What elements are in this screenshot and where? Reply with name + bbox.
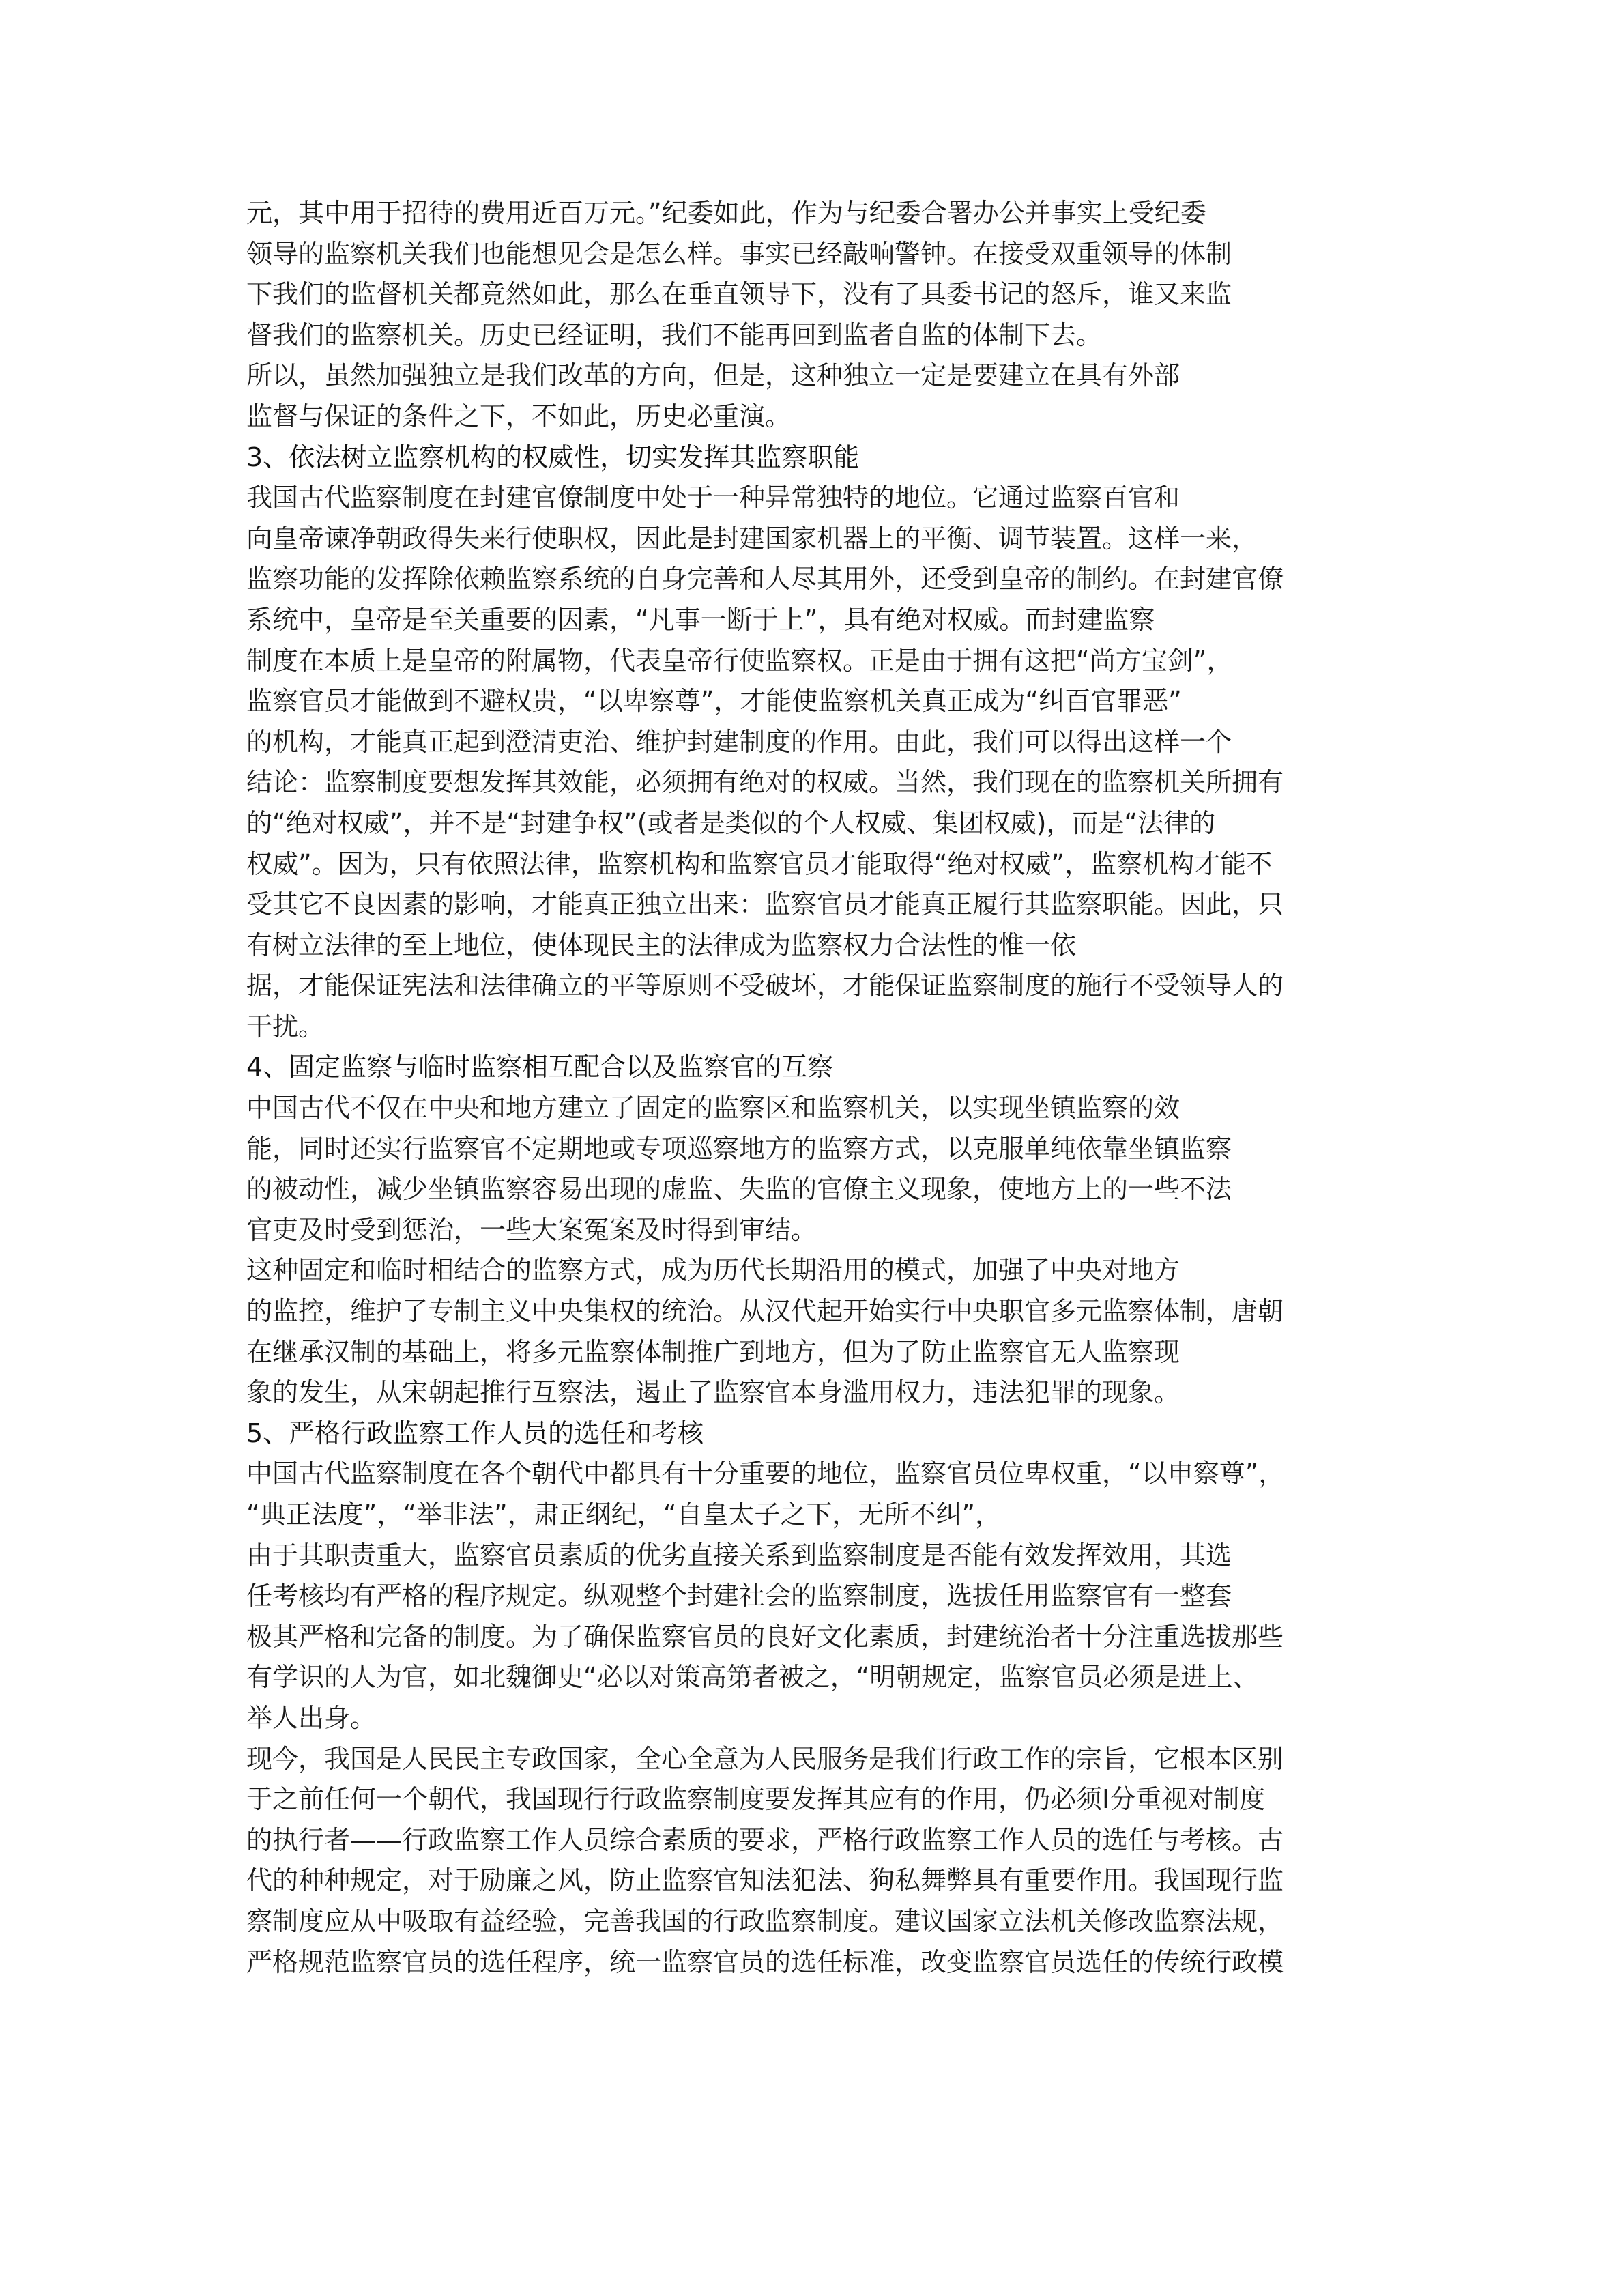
text-line: 所以，虽然加强独立是我们改革的方向，但是，这种独立一定是要建立在具有外部 [246,360,1180,391]
text-line: 有树立法律的至上地位，使体现民主的法律成为监察权力合法性的惟一依 [246,930,1077,960]
text-line: 由于其职责重大，监察官员素质的优劣直接关系到监察制度是否能有效发挥效用，其选 [246,1540,1232,1570]
text-line: 这种固定和临时相结合的监察方式，成为历代长期沿用的模式，加强了中央对地方 [246,1255,1180,1286]
text-line: 据，才能保证宪法和法律确立的平等原则不受破坏，才能保证监察制度的施行不受领导人的 [246,971,1284,1001]
text-line: 的监控，维护了专制主义中央集权的统治。从汉代起开始实行中央职官多元监察体制，唐朝 [246,1296,1284,1327]
text-line: 系统中，皇帝是至关重要的因素，“凡事一断于上”，具有绝对权威。而封建监察 [246,604,1155,635]
text-line: 现今，我国是人民民主专政国家，全心全意为人民服务是我们行政工作的宗旨，它根本区别 [246,1743,1284,1774]
text-line: 极其严格和完备的制度。为了确保监察官员的良好文化素质，封建统治者十分注重选拔那些 [246,1621,1284,1652]
text-line: 督我们的监察机关。历史已经证明，我们不能再回到监者自监的体制下去。 [246,319,1103,350]
text-line: 代的种种规定，对于励廉之风，防止监察官知法犯法、狗私舞弊具有重要作用。我国现行监 [246,1865,1284,1896]
text-line: 的被动性，减少坐镇监察容易出现的虚监、失监的官僚主义现象，使地方上的一些不法 [246,1174,1232,1205]
text-line: 权威”。因为，只有依照法律，监察机构和监察官员才能取得“绝对权威”，监察机构才能不 [246,848,1273,879]
text-line: 监察功能的发挥除依赖监察系统的自身完善和人尽其用外，还受到皇帝的制约。在封建官僚 [246,564,1284,594]
document-body [246,193,1393,1983]
text-line: 下我们的监督机关都竟然如此，那么在垂直领导下，没有了具委书记的怒斥，谁又来监 [246,279,1232,310]
text-line: 中国古代监察制度在各个朝代中都具有十分重要的地位，监察官员位卑权重，“以申察尊”， [246,1459,1285,1489]
text-line: 的执行者——行政监察工作人员综合素质的要求，严格行政监察工作人员的选任与考核。古 [246,1824,1284,1855]
text-line: 举人出身。 [246,1702,377,1733]
text-line: 干扰。 [246,1011,325,1042]
text-line: 于之前任何一个朝代，我国现行行政监察制度要发挥其应有的作用，仍必须I分重视对制度 [246,1784,1266,1815]
section-heading: 3、依法树立监察机构的权威性，切实发挥其监察职能 [246,442,860,472]
text-line: 领导的监察机关我们也能想见会是怎么样。事实已经敲响警钟。在接受双重领导的体制 [246,238,1232,269]
text-line: 严格规范监察官员的选任程序，统一监察官员的选任标准，改变监察官员选任的传统行政模 [246,1947,1284,1977]
text-line: 我国古代监察制度在封建官僚制度中处于一种异常独特的地位。它通过监察百官和 [246,483,1180,513]
text-line: 结论：监察制度要想发挥其效能，必须拥有绝对的权威。当然，我们现在的监察机关所拥有 [246,767,1284,798]
section-heading: 5、严格行政监察工作人员的选任和考核 [246,1418,704,1448]
text-line: 能，同时还实行监察官不定期地或专项巡察地方的监察方式，以克服单纯依靠坐镇监察 [246,1133,1232,1164]
text-line: 监察官员才能做到不避权贵，“以卑察尊”，才能使监察机关真正成为“纠百官罪恶” [246,686,1182,717]
text-line: 向皇帝谏净朝政得失来行使职权，因此是封建国家机器上的平衡、调节装置。这样一来， [246,523,1258,554]
text-line: “典正法度”，“举非法”，肃正纲纪，“自皇太子之下，无所不纠”， [246,1499,1002,1530]
text-line: 中国古代不仅在中央和地方建立了固定的监察区和监察机关，以实现坐镇监察的效 [246,1093,1180,1123]
text-line: 制度在本质上是皇帝的附属物，代表皇帝行使监察权。正是由于拥有这把“尚方宝剑”， [246,645,1233,676]
text-line: 象的发生，从宋朝起推行互察法，遏止了监察官本身滥用权力，违法犯罪的现象。 [246,1377,1180,1408]
text-line: 在继承汉制的基础上，将多元监察体制推广到地方，但为了防止监察官无人监察现 [246,1336,1180,1367]
text-line: 官吏及时受到惩治，一些大案冤案及时得到审结。 [246,1214,817,1245]
text-line: 受其它不良因素的影响，才能真正独立出来：监察官员才能真正履行其监察职能。因此，只 [246,889,1284,920]
section-heading: 4、固定监察与临时监察相互配合以及监察官的互察 [246,1052,834,1082]
text-line: 任考核均有严格的程序规定。纵观整个封建社会的监察制度，选拔任用监察官有一整套 [246,1581,1232,1611]
text-line: 有学识的人为官，如北魏御史“必以对策高第者被之，“明朝规定，监察官员必须是进上、 [246,1662,1259,1693]
text-line: 的“绝对权威”，并不是“封建争权”(或者是类似的个人权威、集团权威)，而是“法律的 [246,807,1216,838]
text-line: 的机构，才能真正起到澄清吏治、维护封建制度的作用。由此，我们可以得出这样一个 [246,726,1232,757]
text-line: 察制度应从中吸取有益经验，完善我国的行政监察制度。建议国家立法机关修改监察法规， [246,1906,1284,1936]
text-line: 监督与保证的条件之下，不如此，历史必重演。 [246,401,792,431]
text-line: 元，其中用于招待的费用近百万元。”纪委如此，作为与纪委合署办公并事实上受纪委 [246,198,1206,228]
